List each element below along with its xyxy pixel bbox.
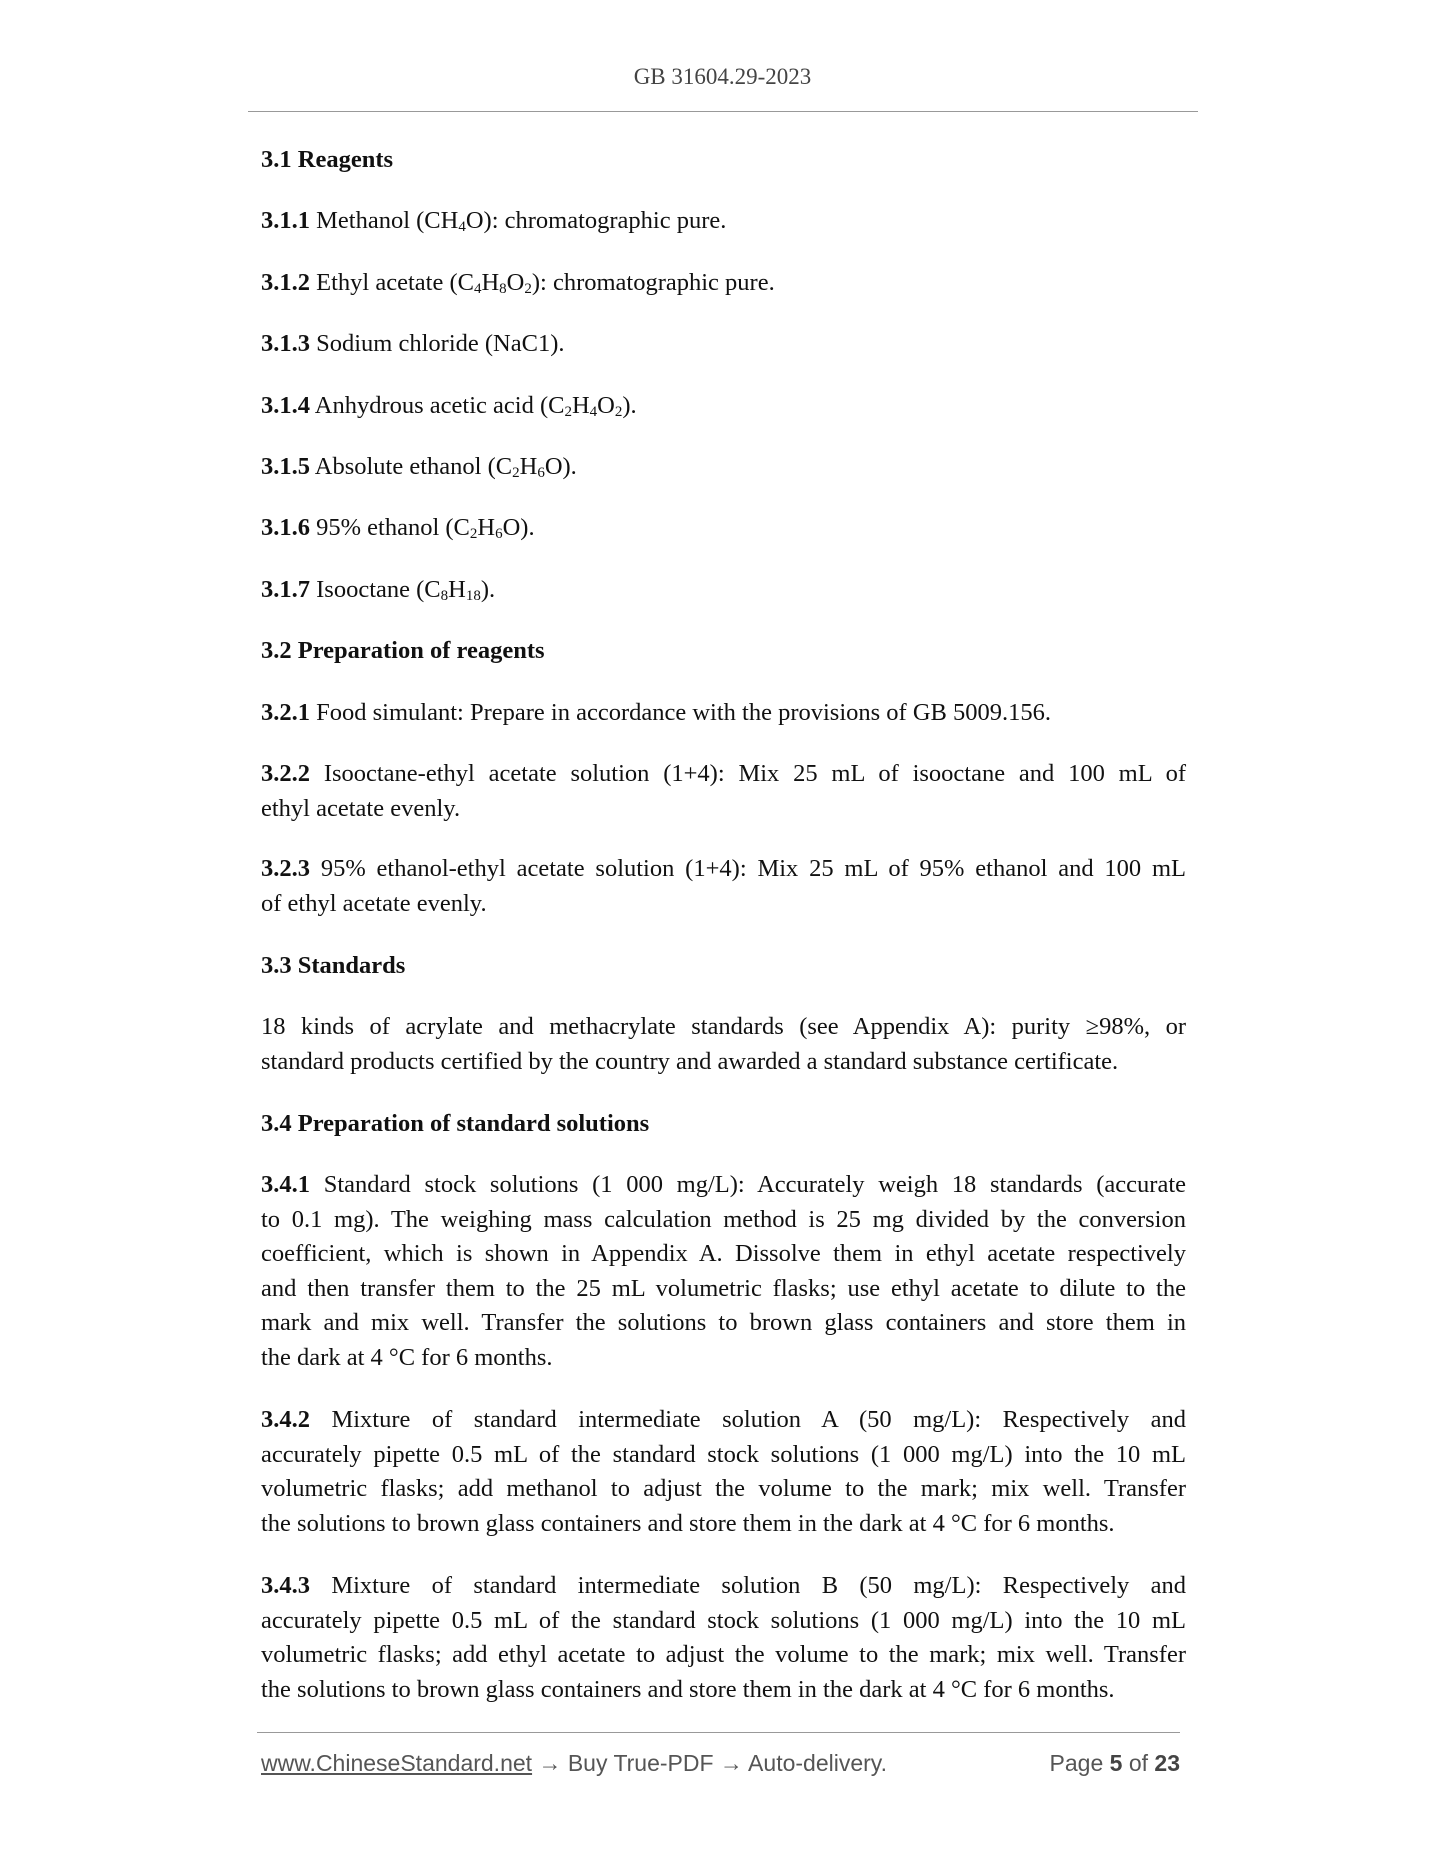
- section-heading-3-1: [261, 143, 1186, 178]
- text-segment: volumetric flasks; add methanol to adjust the volume to the mark; mix well. Transfer: [261, 1475, 1186, 1503]
- text-segment: O: [506, 269, 525, 296]
- paragraph-3-3-p: [261, 1010, 1186, 1079]
- paragraph-3-2-3: [261, 852, 1186, 921]
- clause-number: 3.1.6: [261, 514, 310, 541]
- text-segment: Standard stock solutions (1 000 mg/L): Accurately weigh 18 standards (accurate: [310, 1171, 1186, 1198]
- subscript: 4: [458, 219, 466, 235]
- clause-number: 3.2.1: [261, 699, 310, 726]
- text-line: [261, 1472, 1186, 1507]
- paragraph-3-4-1: [261, 1168, 1186, 1376]
- paragraph-3-1-3: [261, 327, 1186, 362]
- text-segment: mark and mix well. Transfer the solutions to brown glass containers and store them in: [261, 1309, 1186, 1337]
- text-line: [261, 266, 1186, 301]
- subscript: 6: [495, 526, 503, 542]
- text-segment: O).: [502, 514, 535, 541]
- text-segment: H: [571, 392, 590, 419]
- text-segment: O: [597, 392, 615, 419]
- text-line: [261, 696, 1186, 731]
- text-line: [261, 204, 1186, 239]
- of-label: of: [1122, 1750, 1155, 1776]
- header-divider: [248, 111, 1198, 112]
- text-line: [261, 1168, 1186, 1203]
- clause-number: 3.1.3: [261, 330, 310, 357]
- text-line: [261, 1438, 1186, 1473]
- subscript: 6: [537, 465, 545, 481]
- page-label: Page: [1049, 1750, 1110, 1776]
- text-segment: Isooctane (C: [310, 576, 441, 603]
- text-line: [261, 1203, 1186, 1238]
- subscript: 2: [524, 281, 532, 297]
- clause-number: 3.1.1: [261, 207, 310, 234]
- text-segment: Isooctane-ethyl acetate solution (1+4): Mix 25 mL of isooctane and 100 mL of: [310, 760, 1186, 787]
- text-line: [261, 1237, 1186, 1272]
- clause-number: 3.1.7: [261, 576, 310, 603]
- text-segment: ethyl acetate evenly.: [261, 794, 461, 822]
- text-segment: accurately pipette 0.5 mL of the standard stock solutions (1 000 mg/L) into the 10 mL: [261, 1606, 1186, 1634]
- text-line: [261, 1569, 1186, 1604]
- document-header: GB 31604.29-2023: [633, 64, 812, 89]
- text-segment: Absolute ethanol (C: [310, 453, 513, 480]
- subscript: 4: [589, 404, 598, 420]
- text-segment: Food simulant: Prepare in accordance with the provisions of GB 5009.156.: [310, 699, 1051, 726]
- text-segment: to 0.1 mg). The weighing mass calculation method is 25 mg divided by the conversion: [261, 1205, 1186, 1233]
- text-segment: coefficient, which is shown in Appendix A. Dissolve them in ethyl acetate respectively: [261, 1240, 1186, 1268]
- paragraph-3-4-2: [261, 1403, 1186, 1541]
- heading-text: 3.3 Standards: [261, 952, 406, 979]
- text-line: [261, 1403, 1186, 1438]
- paragraph-3-1-5: [261, 450, 1186, 485]
- text-segment: accurately pipette 0.5 mL of the standard stock solutions (1 000 mg/L) into the 10 mL: [261, 1440, 1186, 1468]
- text-segment: H: [448, 576, 466, 603]
- text-line: [261, 450, 1186, 485]
- heading-text: 3.1 Reagents: [261, 146, 394, 173]
- text-segment: Methanol (CH: [310, 207, 459, 234]
- clause-number: 3.2.3: [261, 855, 310, 882]
- section-heading-3-4: [261, 1107, 1186, 1142]
- text-segment: O): chromatographic pure.: [465, 207, 727, 234]
- subscript: 8: [440, 588, 449, 604]
- clause-number: 3.1.2: [261, 269, 310, 296]
- text-line: [261, 511, 1186, 546]
- text-segment: the solutions to brown glass containers and store them in the dark at 4 °C for 6 months.: [261, 1675, 1115, 1703]
- text-segment: ): chromatographic pure.: [531, 269, 775, 296]
- text-line: [261, 143, 1186, 178]
- page-indicator: [1050, 1750, 1180, 1777]
- paragraph-3-1-7: [261, 573, 1186, 608]
- subscript: 4: [473, 281, 482, 297]
- clause-number: 3.4.2: [261, 1406, 310, 1433]
- text-line: [261, 1306, 1186, 1341]
- text-line: [261, 1507, 1186, 1542]
- text-line: [261, 949, 1186, 984]
- text-line: [261, 1673, 1186, 1708]
- clause-number: 3.4.3: [261, 1572, 310, 1599]
- text-segment: the solutions to brown glass containers and store them in the dark at 4 °C for 6 months.: [261, 1509, 1115, 1537]
- text-line: [261, 1638, 1186, 1673]
- section-heading-3-3: [261, 949, 1186, 984]
- subscript: 2: [614, 404, 623, 420]
- paragraph-3-2-1: [261, 696, 1186, 731]
- paragraph-3-2-2: [261, 757, 1186, 826]
- heading-text: 3.4 Preparation of standard solutions: [261, 1110, 650, 1137]
- page-total: 23: [1154, 1750, 1180, 1776]
- text-line: [261, 1604, 1186, 1639]
- text-line: [261, 852, 1186, 887]
- text-segment: Mixture of standard intermediate solution B (50 mg/L): Respectively and: [310, 1572, 1186, 1599]
- text-line: [261, 1010, 1186, 1045]
- text-line: [261, 792, 1186, 827]
- clause-number: 3.2.2: [261, 760, 310, 787]
- text-segment: 95% ethanol-ethyl acetate solution (1+4): Mix 25 mL of 95% ethanol and 100 mL: [310, 855, 1186, 882]
- text-line: [261, 1272, 1186, 1307]
- text-segment: 18 kinds of acrylate and methacrylate standards (see Appendix A): purity ≥98%, or: [261, 1013, 1186, 1040]
- text-segment: standard products certified by the country and awarded a standard substance certificate.: [261, 1047, 1119, 1075]
- text-segment: and then transfer them to the 25 mL volumetric flasks; use ethyl acetate to dilute to the: [261, 1274, 1186, 1302]
- text-segment: Mixture of standard intermediate solution A (50 mg/L): Respectively and: [310, 1406, 1186, 1433]
- text-line: [261, 573, 1186, 608]
- paragraph-3-1-4: [261, 389, 1186, 424]
- subscript: 18: [465, 588, 481, 604]
- heading-text: 3.2 Preparation of reagents: [261, 637, 545, 664]
- text-line: [261, 1107, 1186, 1142]
- text-segment: H: [481, 269, 500, 296]
- page-footer: [261, 1750, 1180, 1777]
- text-line: [261, 887, 1186, 922]
- subscript: 8: [499, 281, 507, 297]
- page-number: 5: [1109, 1750, 1123, 1776]
- website-link[interactable]: www.ChineseStandard.net: [261, 1750, 533, 1776]
- text-segment: H: [519, 453, 538, 480]
- text-line: [261, 634, 1186, 669]
- text-segment: ).: [622, 392, 637, 419]
- text-segment: of ethyl acetate evenly.: [261, 889, 487, 917]
- paragraph-3-4-3: [261, 1569, 1186, 1707]
- text-line: [261, 1341, 1186, 1376]
- text-segment: H: [477, 514, 496, 541]
- clause-number: 3.1.4: [261, 392, 310, 419]
- paragraph-3-1-2: [261, 266, 1186, 301]
- text-line: [261, 389, 1186, 424]
- text-segment: 95% ethanol (C: [310, 514, 470, 541]
- text-segment: Sodium chloride (NaC1).: [310, 330, 565, 357]
- text-segment: the dark at 4 °C for 6 months.: [261, 1343, 553, 1371]
- footer-tagline: → Buy True-PDF → Auto-delivery.: [532, 1750, 887, 1776]
- text-line: [261, 757, 1186, 792]
- footer-divider: [257, 1732, 1180, 1733]
- text-segment: Anhydrous acetic acid (C: [310, 392, 565, 419]
- text-segment: Ethyl acetate (C: [310, 269, 474, 296]
- text-segment: O).: [544, 453, 577, 480]
- subscript: 2: [469, 526, 478, 542]
- text-segment: ).: [480, 576, 496, 603]
- section-heading-3-2: [261, 634, 1186, 669]
- subscript: 2: [564, 404, 572, 420]
- paragraph-3-1-6: [261, 511, 1186, 546]
- clause-number: 3.1.5: [261, 453, 310, 480]
- text-line: [261, 1045, 1186, 1080]
- clause-number: 3.4.1: [261, 1171, 310, 1198]
- text-segment: volumetric flasks; add ethyl acetate to adjust the volume to the mark; mix well. Transfer: [261, 1641, 1186, 1669]
- text-line: [261, 327, 1186, 362]
- subscript: 2: [512, 465, 520, 481]
- paragraph-3-1-1: [261, 204, 1186, 239]
